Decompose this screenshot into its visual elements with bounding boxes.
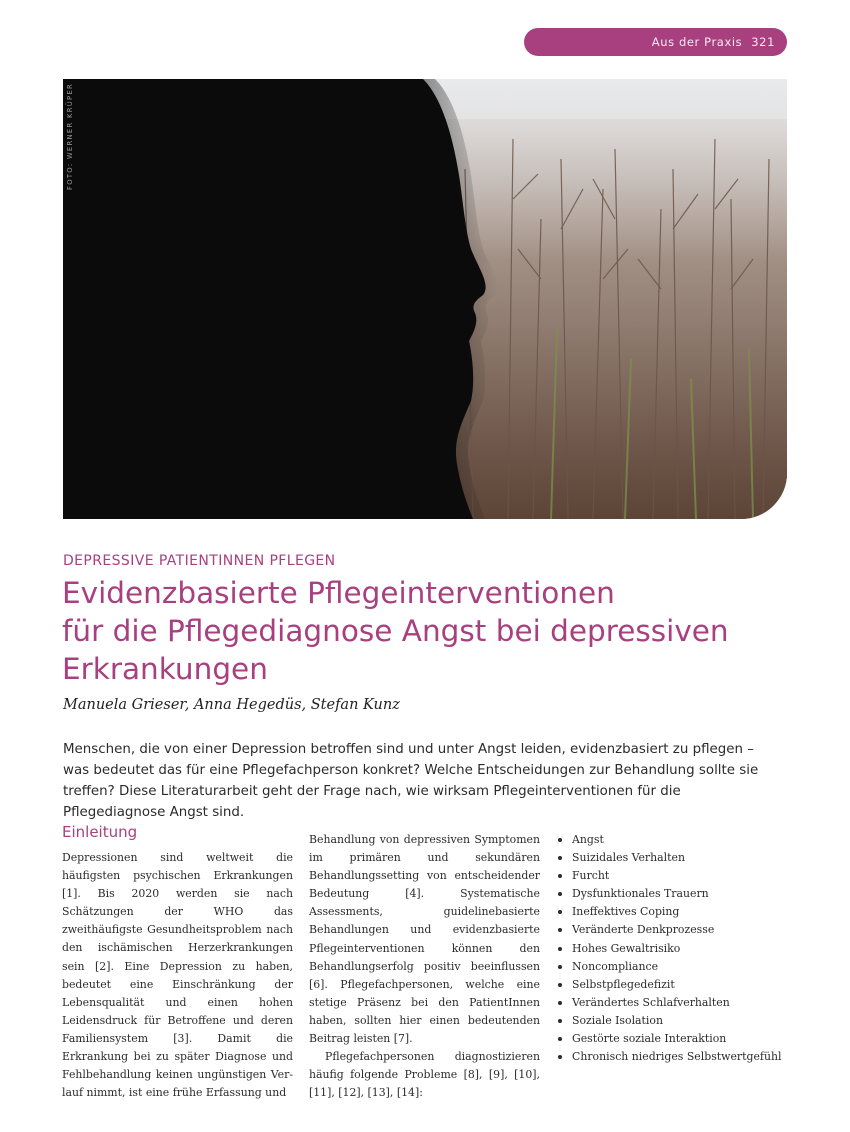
list-item: Angst [556,831,781,849]
page-number: 321 [751,35,775,49]
problem-list [556,831,781,1066]
list-item: Soziale Isolation [556,1012,781,1030]
section-label: Aus der Praxis [651,35,743,49]
list-item: Suizidales Verhalten [556,849,781,867]
list-item: Selbstpflegedefizit [556,976,781,994]
article-kicker: DEPRESSIVE PATIENTINNEN PFLEGEN [63,553,336,569]
list-item: Gestörte soziale Interaktion [556,1030,781,1048]
section-heading: Einleitung [62,823,138,841]
article-lead: Menschen, die von einer Depression betroffen sind und unter Angst leiden, evidenzbasiert zu pflegen – was bedeutet das für eine Pflegefachperson konkret? Welche Entscheidungen zur Behandlung sollte sie treffen? Diese Literaturarbeit geht der Frage nach, wie wirksam Pflegeinterventionen für die Pflegediagnose Angst sind. [63,742,759,820]
list-item: Furcht [556,867,781,885]
running-header [524,28,787,56]
title-line-3: Erkrankungen [62,652,268,686]
list-item: Verändertes Schlafverhalten [556,994,781,1012]
list-item: Ineffektives Coping [556,903,781,921]
title-line-1: Evidenzbasierte Pflegeinterventionen [62,576,615,610]
body-column-2 [309,831,540,1102]
list-item: Noncompliance [556,958,781,976]
body-paragraph: Depressionen sind weltweit die häufigsten psychischen Erkrankungen [1]. Bis 2020 werden sie nach Schätzungen der WHO das zweithäufigste Gesundheitsproblem nach den ischämischen Herzerkrankungen sein [2]. Eine Depression zu haben, bedeutet eine Einschränkung der Lebensqualität und einen hohen Leidensdruck für Betroffene und deren Familiensystem [3]. Damit die Erkrankung bei zu später Diagnose und Fehlbehandlung keinen ungünstigen Verlauf nimmt, ist eine frühe Erfassung und [62,851,293,1100]
list-item: Chronisch niedriges Selbstwertgefühl [556,1048,781,1066]
list-item: Hohes Gewaltrisiko [556,940,781,958]
list-item: Veränderte Denkprozesse [556,921,781,939]
body-paragraph: Pflegefachpersonen diagnostizieren häufig folgende Probleme [8], [9], [10], [11], [12], [13], [14]: [309,1050,540,1100]
silhouette-forest-image [63,79,787,519]
article-authors: Manuela Grieser, Anna Hegedüs, Stefan Kunz [63,697,400,713]
photo-credit: FOTO: WERNER KRÜPER [66,82,74,190]
title-line-2: für die Pflegediagnose Angst bei depressiven [62,614,729,648]
article-photo [63,79,787,519]
article-title [62,574,782,688]
body-paragraph: Behandlung von depressiven Symptomen im primären und sekundären Behandlungssetting von entscheidender Bedeutung [4]. Systematische Assessments, guidelinebasierte Behandlungen und evidenzbasierte Pflegeinterventionen können den Behandlungserfolg positiv beeinflussen [6]. Pflegefachpersonen, welche eine stetige Präsenz bei den PatientInnen haben, sollten hier einen bedeutenden Beitrag leisten [7]. [309,833,540,1046]
list-item: Dysfunktionales Trauern [556,885,781,903]
body-column-1 [62,849,293,1102]
